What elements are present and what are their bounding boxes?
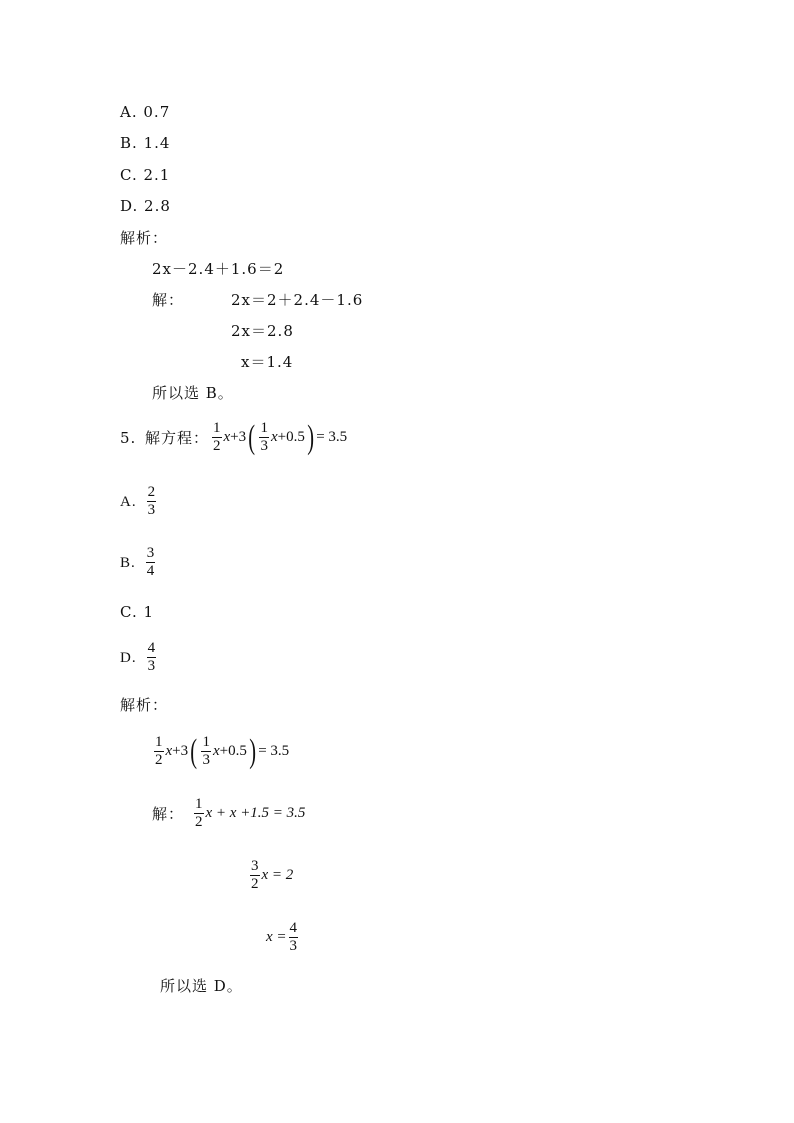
solve-label: 解： bbox=[152, 291, 185, 309]
option-c: C. 1 bbox=[120, 603, 155, 621]
right-paren: ) bbox=[307, 418, 314, 456]
left-paren: ( bbox=[248, 418, 256, 456]
solution-step-3: x = $\frac{4}{3}$ bbox=[266, 920, 298, 954]
option-c: C. 2.1 bbox=[120, 166, 171, 184]
question-number: 5. bbox=[120, 429, 137, 447]
conclusion: 所以选 D。 bbox=[160, 977, 243, 995]
fraction: $\frac{1}{2}$ bbox=[213, 420, 221, 454]
analysis-label: 解析： bbox=[120, 229, 169, 247]
conclusion: 所以选 B。 bbox=[152, 384, 234, 402]
analysis-equation: $\frac{1}{2}$ x +3 ( $\frac{1}{3}$ x +0.5 ) = 3.5 bbox=[155, 732, 290, 770]
question-equation: $\frac{1}{2}$ x +3 ( $\frac{1}{3}$ x +0.5 ) = 3.5 bbox=[213, 418, 348, 456]
solution-step-1: $\frac{1}{2}$ x + x +1.5 = 3.5 bbox=[195, 796, 306, 830]
fraction: $\frac{1}{3}$ bbox=[260, 420, 268, 454]
option-d: D. $\frac{4}{3}$ bbox=[120, 640, 156, 674]
solve-label: 解： bbox=[152, 805, 185, 823]
option-d: D. 2.8 bbox=[120, 197, 171, 215]
option-a: A. $\frac{2}{3}$ bbox=[120, 484, 156, 518]
option-b: B. $\frac{3}{4}$ bbox=[120, 545, 155, 579]
question-prompt: 解方程： bbox=[145, 429, 210, 447]
equation: 2x－2.4＋1.6＝2 bbox=[152, 260, 285, 278]
option-b: B. 1.4 bbox=[120, 134, 171, 152]
option-a: A. 0.7 bbox=[120, 103, 171, 121]
solution-step-1: 2x＝2＋2.4－1.6 bbox=[231, 291, 364, 309]
analysis-label: 解析： bbox=[120, 696, 169, 714]
solution-step-2: $\frac{3}{2}$ x = 2 bbox=[251, 858, 294, 892]
solution-step-3: x＝1.4 bbox=[241, 353, 294, 371]
solution-step-2: 2x＝2.8 bbox=[231, 322, 294, 340]
